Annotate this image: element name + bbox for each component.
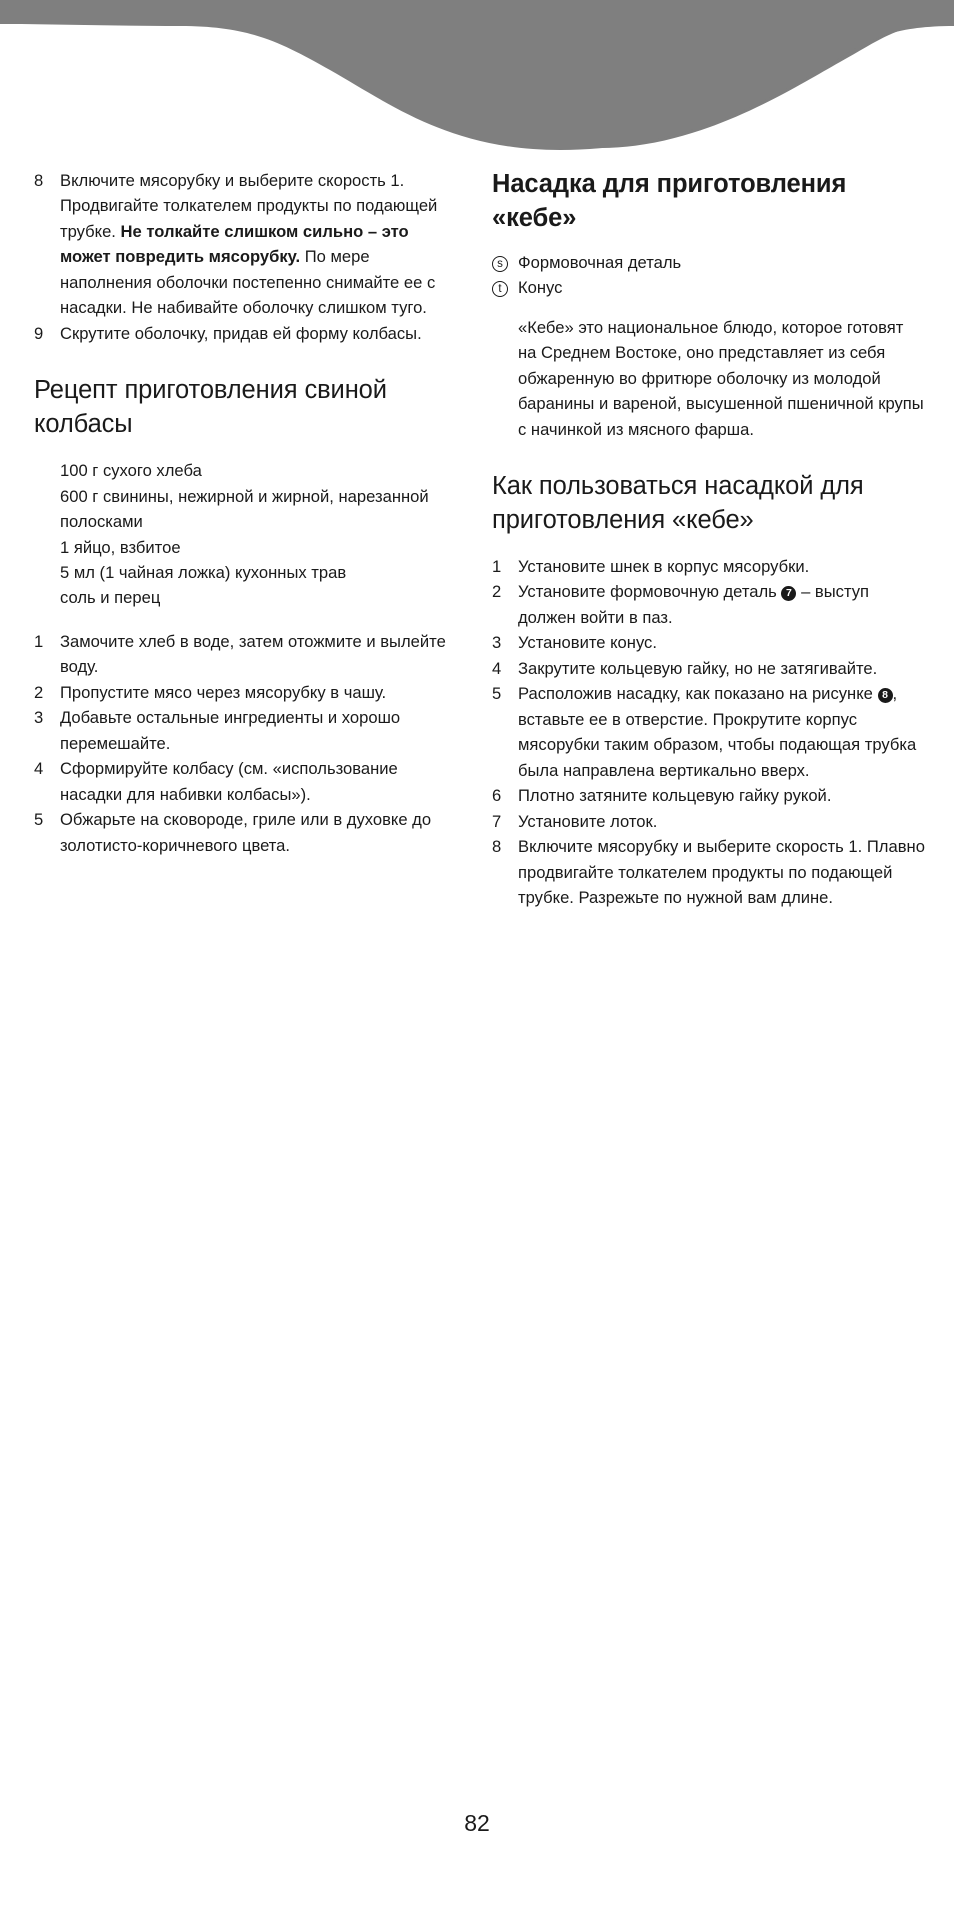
part-letter-marker xyxy=(492,250,518,275)
list-item xyxy=(492,681,926,783)
ingredient-item: 5 мл (1 чайная ложка) кухонных трав xyxy=(60,562,347,582)
part-label: Формовочная деталь xyxy=(518,252,682,272)
ingredient-item: 100 г сухого хлеба xyxy=(60,461,202,481)
list-item xyxy=(492,783,926,808)
circled-letter-icon: t xyxy=(492,281,508,297)
list-item xyxy=(492,250,926,275)
step-text: Плотно затяните кольцевую гайку рукой. xyxy=(518,786,832,806)
list-item xyxy=(34,629,458,680)
ingredients-list xyxy=(34,458,458,611)
step-text: Сформируйте колбасу (см. «использование насадки для набивки колбасы»). xyxy=(60,759,398,804)
step-number: 8 xyxy=(492,837,502,857)
part-letter-marker xyxy=(492,275,518,300)
step-number: 8 xyxy=(34,171,44,190)
list-item xyxy=(492,656,926,681)
kebbe-description: «Кебе» это национальное блюдо, которое готовят на Среднем Востоке, оно представляет из себя обжаренную во фритюре оболочку из молодой баранины и вареной, высушенной пшеничной крупы с начинкой из мясного фарша. xyxy=(518,317,924,439)
header-wave-banner xyxy=(0,0,954,160)
step-text-plain-b: По мере наполнения оболочки постепенно снимайте ее с насадки. Не набивайте оболочку слишком туго. xyxy=(60,247,436,318)
step-text xyxy=(60,168,458,321)
step-text: Замочите хлеб в воде, затем отожмите и вылейте воду. xyxy=(60,631,446,677)
step-number: 2 xyxy=(34,682,44,702)
header-wave-fill-top xyxy=(0,0,954,150)
list-item xyxy=(492,834,926,910)
step-text: Пропустите мясо через мясорубку в чашу. xyxy=(60,682,387,702)
step-text-plain-a: Включите мясорубку и выберите скорость 1. Продвигайте толкателем продукты по подающей трубке. xyxy=(60,171,438,241)
step-number: 1 xyxy=(34,631,44,651)
step-number: 7 xyxy=(492,811,502,831)
step-number: 5 xyxy=(492,684,502,704)
step-text: Установите лоток. xyxy=(518,811,658,831)
step-number: 6 xyxy=(492,786,502,806)
left-column xyxy=(34,168,480,910)
ingredient-item: 600 г свинины, нежирной и жирной, нарезанной полосками xyxy=(60,486,429,532)
step-text: Закрутите кольцевую гайку, но не затягивайте. xyxy=(518,658,878,678)
step-number: 2 xyxy=(492,582,502,602)
step-text-segment: Расположив насадку, как показано на рисунке xyxy=(518,684,878,704)
continued-steps-list xyxy=(34,168,458,346)
step-text xyxy=(518,579,926,630)
list-item xyxy=(492,554,926,579)
step-text-segment: Установите формовочную деталь xyxy=(518,582,782,602)
reference-number-badge-7: 7 xyxy=(781,586,796,601)
list-item xyxy=(34,807,458,858)
step-text-segment: – выступ должен войти в паз. xyxy=(518,582,870,627)
list-item xyxy=(34,705,458,756)
kebbe-attachment-heading: Насадка для приготовления «кебе» xyxy=(492,170,847,232)
step-number: 4 xyxy=(492,658,502,678)
step-number: 9 xyxy=(34,323,44,343)
page-content xyxy=(0,168,954,910)
recipe-heading: Рецепт приготовления свиной колбасы xyxy=(34,376,387,439)
step-text: Установите шнек в корпус мясорубки. xyxy=(518,556,810,576)
step-number: 4 xyxy=(34,759,44,779)
step-text: Скрутите оболочку, придав ей форму колбасы. xyxy=(60,323,422,343)
step-text: Включите мясорубку и выберите скорость 1. Плавно продвигайте толкателем продукты по подающей трубке. Разрежьте по нужной вам длине. xyxy=(518,837,925,907)
list-item xyxy=(34,168,458,321)
step-text-segment: , вставьте ее в отверстие. Прокрутите корпус мясорубки таким образом, чтобы подающая трубка была направлена вертикально вверх. xyxy=(518,684,917,780)
reference-number-badge-8: 8 xyxy=(878,688,893,703)
parts-key-list xyxy=(492,250,926,301)
kebbe-usage-heading: Как пользоваться насадкой для приготовления «кебе» xyxy=(492,472,864,534)
step-number: 3 xyxy=(34,708,44,728)
list-item xyxy=(34,680,458,705)
part-label: Конус xyxy=(518,278,563,298)
list-item xyxy=(34,321,458,346)
recipe-steps-list xyxy=(34,629,458,858)
ingredient-item: соль и перец xyxy=(60,588,161,608)
circled-letter-icon: s xyxy=(492,256,508,272)
list-item xyxy=(492,630,926,655)
list-item xyxy=(34,756,458,807)
step-text: Обжарьте на сковороде, гриле или в духовке до золотисто-коричневого цвета. xyxy=(60,810,432,855)
step-number: 1 xyxy=(492,556,502,576)
step-number: 3 xyxy=(492,633,502,653)
list-item xyxy=(492,579,926,630)
step-text-bold: Не толкайте слишком сильно – это может повредить мясорубку. xyxy=(60,221,409,267)
step-text: Добавьте остальные ингредиенты и хорошо перемешайте. xyxy=(60,708,401,753)
page-number: 82 xyxy=(464,1810,490,1836)
list-item xyxy=(492,275,926,300)
usage-steps-list xyxy=(492,554,926,911)
step-number: 5 xyxy=(34,810,44,830)
step-text: Установите конус. xyxy=(518,633,657,653)
two-column-layout xyxy=(0,168,954,910)
list-item xyxy=(492,809,926,834)
step-text xyxy=(518,681,926,783)
ingredient-item: 1 яйцо, взбитое xyxy=(60,537,181,557)
right-column xyxy=(480,168,926,910)
